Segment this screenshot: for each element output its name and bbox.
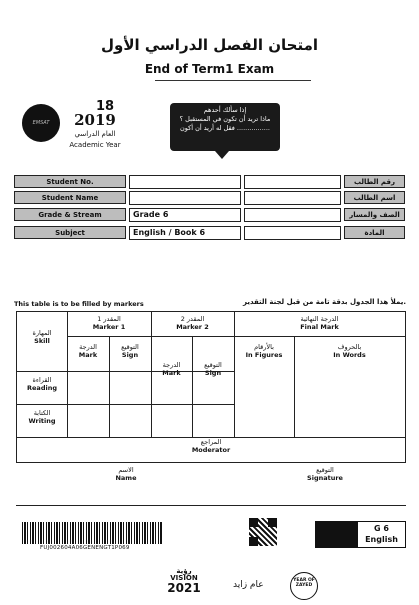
marker1-en: Marker 1: [92, 323, 126, 332]
info-row-subject: [14, 226, 405, 241]
student-name-field[interactable]: [129, 191, 241, 205]
in-figures-header: [234, 343, 294, 359]
signature-en: Signature: [307, 474, 343, 483]
mark-en: Mark: [162, 369, 181, 378]
year-short: 18: [95, 99, 115, 114]
info-row-grade: [14, 208, 405, 223]
emsat-logo: [22, 104, 60, 142]
moderator-ar: المراجع: [200, 438, 222, 446]
figures-ar: بالأرقام: [254, 343, 274, 351]
label-ar: اسم الطالب: [344, 191, 405, 204]
title-underline: [155, 80, 311, 81]
writing-row-label: [17, 409, 67, 425]
label-en: Student No.: [14, 175, 126, 188]
bubble-line-1: إذا سألك أحدهم: [203, 106, 247, 114]
reading-row-label: [17, 376, 67, 392]
yoz-top: YEAR OF: [293, 578, 315, 583]
grid-line: [17, 404, 234, 405]
sign-ar: التوقيع: [204, 361, 222, 369]
vision-ar: رؤية: [176, 567, 192, 575]
moderator-en: Moderator: [191, 446, 231, 455]
label-en: Grade & Stream: [14, 208, 126, 221]
label-ar: رقم الطالب: [344, 175, 405, 188]
bubble-line-2: ماذا تريد أن تكون في المستقبل ؟: [179, 114, 271, 123]
student-no-field[interactable]: [129, 175, 241, 189]
speech-bubble: [170, 103, 280, 151]
marker2-ar: المقدر 2: [180, 315, 205, 323]
words-ar: بالحروف: [337, 343, 362, 351]
vision-2021-logo: [163, 568, 205, 594]
exam-title-ar: امتحان الفصل الدراسي الأول: [101, 36, 318, 54]
final-ar: الدرجة النهائية: [300, 315, 339, 323]
marker2-en: Marker 2: [176, 323, 209, 332]
academic-year-ar: العام الدراسي: [74, 130, 116, 138]
figures-en: In Figures: [245, 351, 283, 360]
label-ar: الصف والمسار: [344, 208, 405, 221]
label-ar: المادة: [344, 226, 405, 239]
bubble-line-3: فقل له أريد أن أكون ................: [180, 123, 270, 132]
reading-en: Reading: [27, 384, 57, 393]
academic-year-block: [66, 100, 124, 149]
year-of-zayed-logo: [290, 572, 318, 600]
yoz-bottom: ZAYED: [295, 582, 313, 588]
label-en: Subject: [14, 226, 126, 239]
writing-ar: الكتابة: [33, 409, 51, 417]
subject-field[interactable]: English / Book 6: [129, 226, 241, 240]
info-row-student-name: [14, 191, 405, 206]
badge-subject: English: [365, 535, 398, 544]
skill-en: Skill: [34, 337, 50, 346]
name-en: Name: [115, 474, 137, 483]
academic-year-en: Academic Year: [69, 141, 121, 149]
table-note-ar: يملأ هذا الجدول بدقة تامة من قبل لجنة التقدير.: [242, 298, 406, 306]
marker2-header: [151, 315, 234, 331]
qr-code: [249, 518, 277, 546]
mark-ar: الدرجة: [79, 343, 97, 351]
grade-field-2[interactable]: [244, 208, 341, 222]
footer-divider: [16, 505, 406, 506]
badge-text: [358, 523, 405, 545]
words-en: In Words: [333, 351, 366, 360]
table-note-en: This table is to be filled by markers: [14, 300, 144, 308]
label-en: Student Name: [14, 191, 126, 204]
info-row-student-no: [14, 175, 405, 190]
subject-field-2[interactable]: [244, 226, 341, 240]
mark-en: Mark: [78, 351, 98, 360]
skill-ar: المهارة: [32, 329, 52, 337]
marker1-header: [67, 315, 151, 331]
reading-ar: القراءة: [32, 376, 52, 384]
m2-mark-header: [151, 361, 192, 377]
m2-sign-header: [192, 361, 234, 377]
skill-header: [17, 329, 67, 345]
badge-black-block: [316, 522, 358, 547]
logo-text: EMSAT: [32, 120, 50, 126]
grid-line: [67, 336, 405, 337]
year-full: 2019: [74, 111, 116, 129]
signature-ar: التوقيع: [316, 466, 334, 474]
sign-en: Sign: [121, 351, 139, 360]
student-no-field-2[interactable]: [244, 175, 341, 189]
sign-en: Sign: [204, 369, 222, 378]
sign-ar: التوقيع: [121, 343, 139, 351]
grade-subject-badge: [315, 521, 406, 548]
name-ar: الاسم: [118, 466, 134, 474]
writing-en: Writing: [28, 417, 56, 426]
grade-field[interactable]: Grade 6: [129, 208, 241, 222]
m1-mark-header: [67, 343, 109, 359]
year-of-zayed-ar: عام زايد: [233, 580, 264, 590]
marks-table: [16, 311, 406, 463]
badge-grade: G 6: [374, 524, 389, 533]
signature-label: [260, 466, 390, 482]
barcode: [22, 522, 162, 544]
moderator-label: [17, 438, 405, 454]
mark-ar: الدرجة: [162, 361, 181, 369]
exam-title-en: End of Term1 Exam: [144, 62, 275, 76]
name-label: [66, 466, 186, 482]
grid-line: [192, 336, 193, 437]
vision-en: VISION: [170, 574, 198, 582]
in-words-header: [294, 343, 405, 359]
student-name-field-2[interactable]: [244, 191, 341, 205]
final-mark-header: [234, 315, 405, 331]
m1-sign-header: [109, 343, 151, 359]
final-en: Final Mark: [300, 323, 339, 332]
vision-year: 2021: [167, 581, 201, 595]
marker1-ar: المقدر 1: [97, 315, 121, 323]
barcode-text: FUJ002604A06GENENGT1P069: [40, 545, 130, 551]
